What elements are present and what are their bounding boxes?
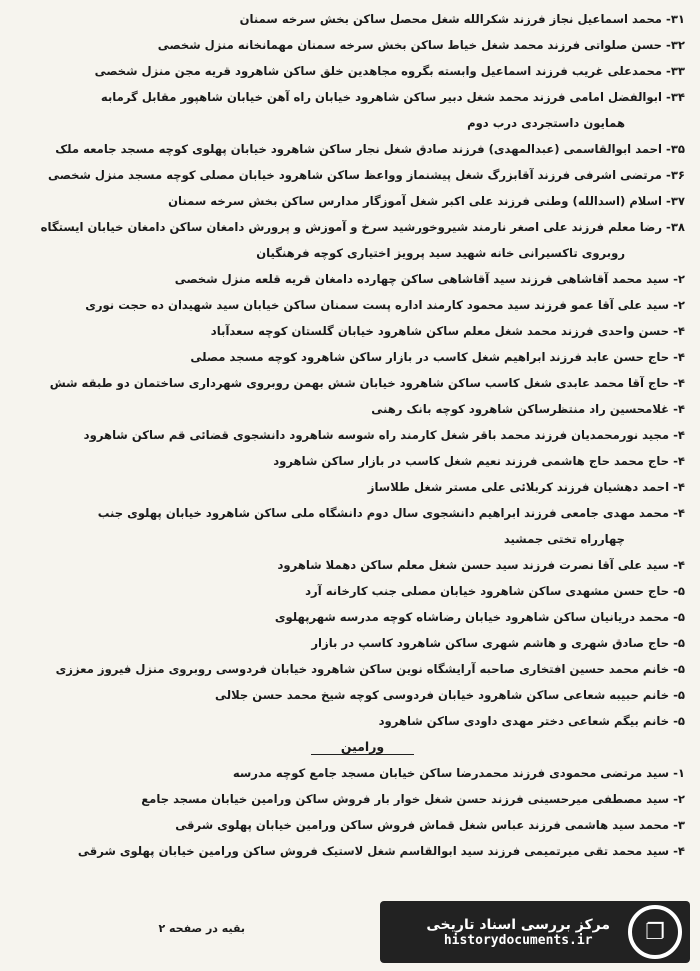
- list-entry: ۳۶- مرتضی اشرفی فرزند آقابزرگ شغل پیشنماز وواعظ ساکن شاهرود خیابان مصلی کوچه مسجد منزل شخصی: [47, 168, 685, 182]
- list-entry: ۵- محمد دریانیان ساکن شاهرود خیابان رضاشاه کوچه مدرسه شهرپهلوی: [274, 610, 685, 624]
- archive-emblem-icon: ❐: [628, 905, 682, 959]
- list-entry: همایون داستجردی درب دوم: [467, 116, 625, 130]
- list-entry: ۲- سید مصطفی میرحسینی فرزند حسن شغل خوار بار فروش ساکن ورامین خیابان مسجد جامع: [141, 792, 685, 806]
- list-entry: ۴- احمد دهشیان فرزند کربلائی علی مستر شغل طلاساز: [367, 480, 685, 494]
- list-entry: ۵- خانم بیگم شعاعی دختر مهدی داودی ساکن شاهرود: [378, 714, 685, 728]
- list-entry: ۴- غلامحسین راد منتظرساکن شاهرود کوچه بانک رهنی: [371, 402, 685, 416]
- section-heading: [40, 734, 685, 760]
- list-entry: ۴- حسن واحدی فرزند محمد شغل معلم ساکن شاهرود خیابان گلستان کوچه سعدآباد: [210, 324, 685, 338]
- list-entry: ۲- سید محمد آقاشاهی فرزند سید آقاشاهی ساکن چهارده دامغان قریه قلعه منزل شخصی: [174, 272, 685, 286]
- list-entry: ۵- حاج صادق شهری و هاشم شهری ساکن شاهرود کاسپ در بازار: [311, 636, 685, 650]
- list-entry: ۵- خانم محمد حسین افتخاری صاحبه آرایشگاه نوین ساکن شاهرود خیابان فردوسی روبروی منزل فیروز معززی: [55, 662, 685, 676]
- list-entry: ۱- سید مرتضی محمودی فرزند محمدرضا ساکن خیابان مسجد جامع کوچه مدرسه: [232, 766, 685, 780]
- list-entry: ۲- سید علی آقا عمو فرزند سید محمود کارمند اداره پست سمنان ساکن خیابان سید شهیدان ده حجت نوری: [85, 298, 685, 312]
- list-entry: ۳۵- احمد ابوالقاسمی (عبدالمهدی) فرزند صادق شغل نجار ساکن شاهرود خیابان پهلوی کوچه مسجد جامعه ملک: [55, 142, 685, 156]
- list-entry: ۳۲- حسن صلواتی فرزند محمد شغل خیاط ساکن بخش سرخه سمنان مهمانخانه منزل شخصی: [157, 38, 685, 52]
- list-entry: ۳۷- اسلام (اسدالله) وطنی فرزند علی اکبر شغل آموزگار مدارس ساکن بخش سرخه سمنان: [168, 194, 685, 208]
- list-entry: ۵- حاج حسن مشهدی ساکن شاهرود خیابان مصلی جنب کارخانه آرد: [305, 584, 685, 598]
- list-entry: چهارراه تختی جمشید: [503, 532, 625, 546]
- list-block-d: [40, 760, 685, 864]
- list-entry: ۳- محمد سید هاشمی فرزند عباس شغل قماش فروش ساکن ورامین خیابان پهلوی شرقی: [175, 818, 685, 832]
- continued-note: بقیه در صفحه ۲: [158, 922, 245, 935]
- list-entry: ۵- خانم حبیبه شعاعی ساکن شاهرود خیابان فردوسی کوچه شیخ محمد حسن جلالی: [215, 688, 685, 702]
- section-heading-text: ورامین: [311, 739, 414, 755]
- list-block-a: [40, 6, 685, 266]
- list-entry: ۴- حاج حسن عابد فرزند ابراهیم شغل کاسب در بازار ساکن شاهرود کوچه مسجد مصلی: [190, 350, 685, 364]
- watermark-url: historydocuments.ir: [443, 932, 593, 948]
- list-entry: ۴- سید محمد تقی میرتمیمی فرزند سید ابوالقاسم شغل لاستیک فروش ساکن ورامین خیابان پهلوی شرقی: [77, 844, 685, 858]
- list-block-c: [40, 552, 685, 734]
- list-entry: ۳۳- محمدعلی غریب فرزند اسماعیل وابسته بگروه مجاهدین خلق ساکن شاهرود قریه مجن منزل شخصی: [94, 64, 685, 78]
- list-entry: ۴- مجید نورمحمدیان فرزند محمد باقر شغل کارمند راه شوسه شاهرود دانشجوی قضائی قم ساکن شاهرود: [83, 428, 685, 442]
- list-entry: ۳۱- محمد اسماعیل نجاز فرزند شکرالله شغل محصل ساکن بخش سرخه سمنان: [239, 12, 685, 26]
- list-entry: روبروی تاکسیرانی خانه شهید سید پرویز اختیاری کوچه فرهنگیان: [256, 246, 625, 260]
- watermark-logo: [380, 901, 690, 963]
- watermark-text: [426, 917, 610, 948]
- list-entry: ۴- حاج آقا محمد عابدی شغل کاسب ساکن شاهرود خیابان شش بهمن روبروی شهرداری ساختمان دو طبقه شش: [49, 376, 685, 390]
- list-block-b: [40, 266, 685, 552]
- document-body: [40, 6, 685, 864]
- list-entry: ۴- سید علی آقا نصرت فرزند سید حسن شغل معلم ساکن دهملا شاهرود: [277, 558, 685, 572]
- watermark-name: مرکز بررسی اسناد تاریخی: [426, 916, 610, 933]
- list-entry: ۴- حاج محمد حاج هاشمی فرزند نعیم شغل کاسب در بازار ساکن شاهرود: [273, 454, 685, 468]
- list-entry: ۴- محمد مهدی جامعی فرزند ابراهیم دانشجوی سال دوم دانشگاه ملی ساکن شاهرود خیابان پهلوی جنب: [97, 506, 685, 520]
- list-entry: ۳۸- رضا معلم فرزند علی اصغر نارمند شیروخورشید سرخ و آموزش و پرورش دامغان ساکن دامغان خیابان ایستگاه: [40, 220, 685, 234]
- list-entry: ۳۴- ابوالفضل امامی فرزند محمد شغل دبیر ساکن شاهرود خیابان راه آهن خیابان شاهپور مقابل گرمابه: [100, 90, 685, 104]
